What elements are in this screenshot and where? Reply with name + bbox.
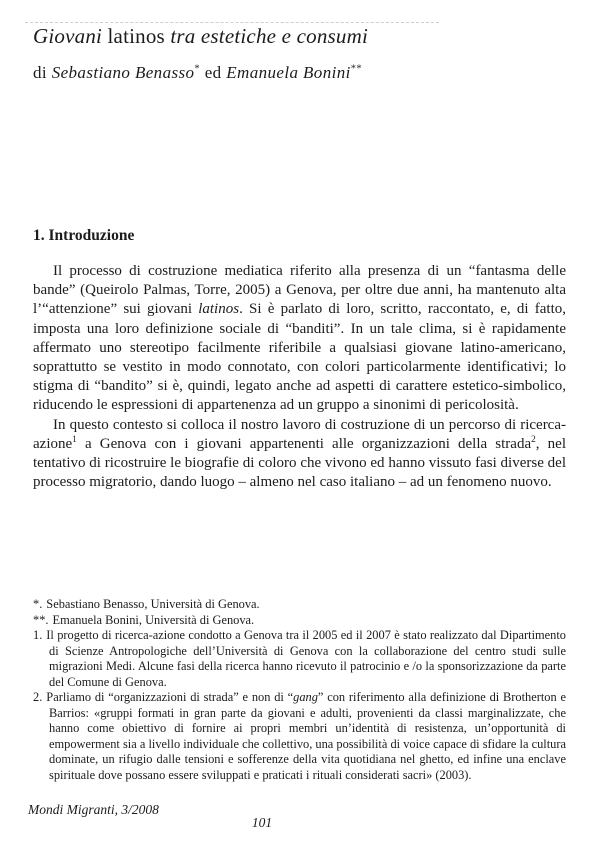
footnote-2 — [33, 690, 566, 783]
paragraph-intro-1: Il processo di costruzione mediatica riferito alla presenza di un “fantasma delle bande” (Queirolo Palmas, Torre, 2005) a Genova, per oltre due anni, ha mantenuto alta l’“attenzione” sui giovani latinos. Si è parlato di loro, scritto, raccontato, e, di fatto, imposta una loro definizione sociale di “banditi”. In un tale clima, si è rapidamente affermato uno stereotipo facilmente riferibile a qualsiasi giovane latino-americano, soprattutto se vestito in modo connotato, con colori particolarmente identificativi; lo stigma di “bandito” si è, quindi, legato anche ad aspetti di carattere estetico-simbolico, riducendo le espressioni di appartenenza ad un gruppo a sinonimi di pericolosità. — [33, 263, 566, 414]
footnote-1 — [33, 628, 566, 690]
footnote-text: Parliamo di “organizzazioni di strada” e non di “gang” con riferimento alla definizione di Brotherton e Barrios: «gruppi formati in gran parte da giovani e adulti, provenienti da classi marginalizzate, che hanno come obiettivo di fornire ai propri membri un’identità di resistenza, un’opportunità di empowerment sia a livello individuale che collettivo, una possibilità di voice capace di sfidare la cultura dominate, un rifugio dalle tensioni e sofferenze della vita quotidiana nel ghetto, ed infine una enclave spirituale dove possano essere sviluppati e praticati i rituali considerati sacri» (2003). — [46, 690, 566, 782]
journal-name: Mondi Migranti, 3/2008 — [28, 802, 159, 817]
page-number: 101 — [251, 815, 273, 830]
footnote-marker: 2. — [33, 690, 43, 704]
footnote-marker: *. — [33, 597, 43, 611]
footnote-author-1 — [33, 597, 566, 613]
article-title: Giovani latinos tra estetiche e consumi — [33, 24, 368, 48]
byline: di Sebastiano Benasso* ed Emanuela Bonini** — [33, 63, 363, 82]
paragraph-intro-2: In questo contesto si colloca il nostro lavoro di costruzione di un percorso di ricerca-azione$^1$ a Genova con i giovani appartenenti alle organizzazioni della strada$^2$, nel tentativo di ricostruire le biografie di coloro che vivono ed hanno vissuto fasi diverse del processo migratorio, dando luogo – almeno nel caso italiano – ad un fenomeno nuovo. — [33, 416, 566, 491]
footnote-marker: **. — [33, 612, 49, 627]
footnotes-block — [33, 597, 566, 783]
footnote-text: Sebastiano Benasso, Università di Genova. — [46, 597, 260, 611]
body-text — [33, 262, 566, 492]
section-heading: 1. Introduzione — [33, 227, 135, 244]
footnote-author-2 — [33, 613, 566, 629]
footnote-marker: 1. — [33, 628, 43, 642]
footnote-text: Il progetto di ricerca-azione condotto a Genova tra il 2005 ed il 2007 è stato realizzato dal Dipartimento di Scienze Antropologiche dell’Università di Genova con la collaborazione del centro studi sulle migrazioni Medi. Alcune fasi della ricerca hanno ricevuto il patrocinio e /o la sponsorizzazione da parte del Comune di Genova. — [46, 628, 566, 689]
footnote-text: Emanuela Bonini, Università di Genova. — [52, 612, 255, 627]
scan-artifact-hairline — [25, 22, 439, 23]
